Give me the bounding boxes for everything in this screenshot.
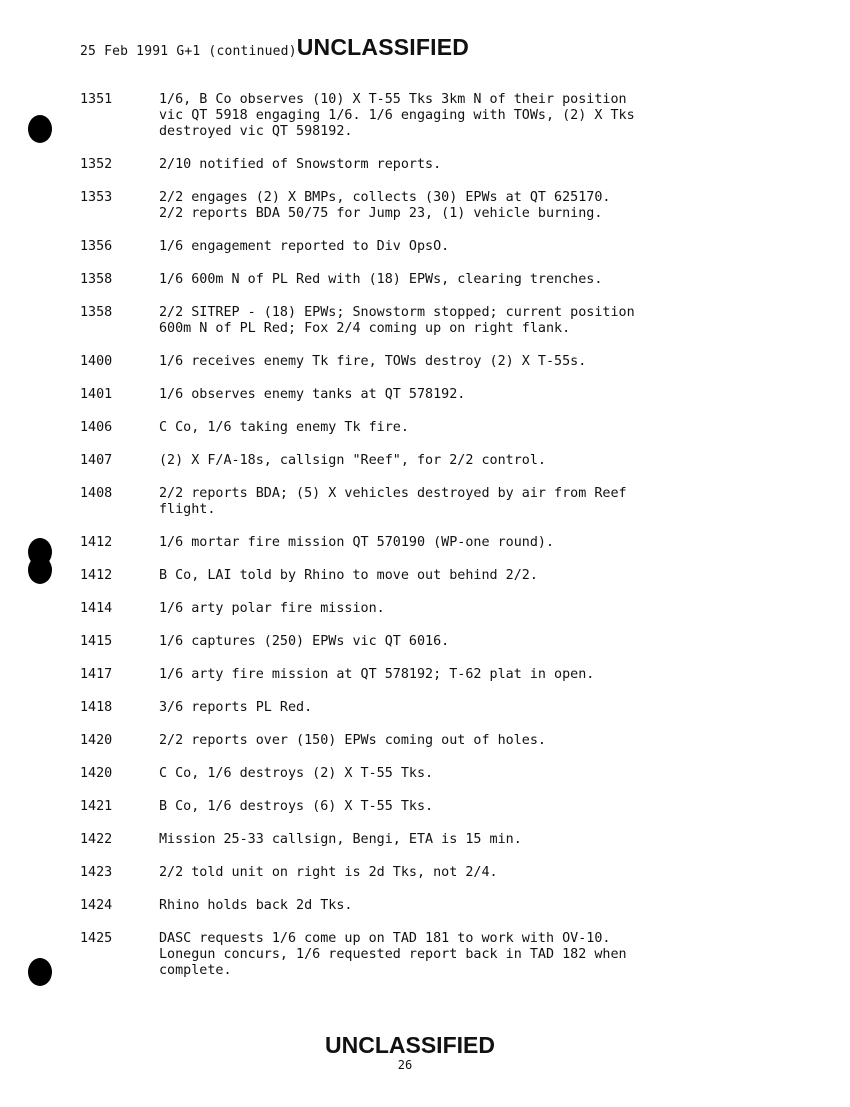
header-classification: UNCLASSIFIED xyxy=(296,34,470,60)
entry-time: 1358 xyxy=(80,305,113,320)
log-entry xyxy=(80,733,780,749)
log-entry xyxy=(80,865,780,881)
entry-time: 1417 xyxy=(80,667,113,682)
entry-text: 2/2 reports BDA; (5) X vehicles destroyed by air from Reef flight. xyxy=(159,486,627,517)
entry-text: B Co, 1/6 destroys (6) X T-55 Tks. xyxy=(159,799,434,814)
log-entry xyxy=(80,535,780,551)
entry-text: 1/6, B Co observes (10) X T-55 Tks 3km N of their position vic QT 5918 engaging 1/6. 1/6 engaging with TOWs, (2) X Tks destroyed vic QT 598192. xyxy=(159,92,635,139)
log-entry xyxy=(80,601,780,617)
entry-time: 1418 xyxy=(80,700,113,715)
log-entry xyxy=(80,634,780,650)
page-header xyxy=(80,34,469,61)
log-entry xyxy=(80,239,780,255)
entry-time: 1423 xyxy=(80,865,113,880)
entry-time: 1408 xyxy=(80,486,113,501)
footer-classification: UNCLASSIFIED xyxy=(325,1032,495,1058)
entry-text: C Co, 1/6 destroys (2) X T-55 Tks. xyxy=(159,766,434,781)
punch-hole-top xyxy=(28,115,52,143)
entry-text: 1/6 mortar fire mission QT 570190 (WP-one round). xyxy=(159,535,555,550)
log-entry xyxy=(80,387,780,403)
log-entry xyxy=(80,453,780,469)
log-entry xyxy=(80,799,780,815)
entry-text: 3/6 reports PL Red. xyxy=(159,700,313,715)
entry-time: 1407 xyxy=(80,453,113,468)
entry-text: 1/6 captures (250) EPWs vic QT 6016. xyxy=(159,634,450,649)
entry-text: 1/6 observes enemy tanks at QT 578192. xyxy=(159,387,466,402)
log-entry xyxy=(80,568,780,584)
entry-time: 1401 xyxy=(80,387,113,402)
entry-text: Rhino holds back 2d Tks. xyxy=(159,898,353,913)
entry-time: 1353 xyxy=(80,190,113,205)
entry-text: Mission 25-33 callsign, Bengi, ETA is 15 min. xyxy=(159,832,522,847)
page-number: 26 xyxy=(397,1058,413,1072)
log-entry xyxy=(80,305,780,337)
entry-time: 1422 xyxy=(80,832,113,847)
entry-time: 1412 xyxy=(80,568,113,583)
entry-time: 1414 xyxy=(80,601,113,616)
log-entry xyxy=(80,931,780,979)
entry-text: 1/6 engagement reported to Div OpsO. xyxy=(159,239,450,254)
log-entry xyxy=(80,898,780,914)
log-entries xyxy=(80,92,780,996)
entry-text: C Co, 1/6 taking enemy Tk fire. xyxy=(159,420,409,435)
entry-time: 1358 xyxy=(80,272,113,287)
entry-text: 1/6 arty polar fire mission. xyxy=(159,601,385,616)
log-entry xyxy=(80,190,780,222)
entry-time: 1425 xyxy=(80,931,113,946)
log-entry xyxy=(80,92,780,140)
entry-text: 2/2 told unit on right is 2d Tks, not 2/4. xyxy=(159,865,498,880)
log-entry xyxy=(80,486,780,518)
entry-time: 1420 xyxy=(80,766,113,781)
entry-text: 2/2 reports over (150) EPWs coming out of holes. xyxy=(159,733,546,748)
entry-time: 1351 xyxy=(80,92,113,107)
entry-time: 1352 xyxy=(80,157,113,172)
punch-hole-middle-lower xyxy=(28,556,52,584)
log-entry xyxy=(80,272,780,288)
log-entry xyxy=(80,766,780,782)
entry-time: 1356 xyxy=(80,239,113,254)
header-date-line: 25 Feb 1991 G+1 (continued) xyxy=(80,44,297,59)
entry-time: 1415 xyxy=(80,634,113,649)
entry-text: 1/6 arty fire mission at QT 578192; T-62 plat in open. xyxy=(159,667,595,682)
entry-text: B Co, LAI told by Rhino to move out behind 2/2. xyxy=(159,568,538,583)
entry-text: (2) X F/A-18s, callsign "Reef", for 2/2 control. xyxy=(159,453,546,468)
entry-time: 1421 xyxy=(80,799,113,814)
entry-time: 1412 xyxy=(80,535,113,550)
entry-time: 1400 xyxy=(80,354,113,369)
punch-hole-bottom xyxy=(28,958,52,986)
entry-time: 1420 xyxy=(80,733,113,748)
log-entry xyxy=(80,832,780,848)
log-entry xyxy=(80,157,780,173)
entry-time: 1406 xyxy=(80,420,113,435)
entry-time: 1424 xyxy=(80,898,113,913)
entry-text: 2/2 engages (2) X BMPs, collects (30) EPWs at QT 625170. 2/2 reports BDA 50/75 for Jump 23, (1) vehicle burning. xyxy=(159,190,611,221)
log-entry xyxy=(80,354,780,370)
entry-text: 2/2 SITREP - (18) EPWs; Snowstorm stopped; current position 600m N of PL Red; Fox 2/4 coming up on right flank. xyxy=(159,305,635,336)
log-entry xyxy=(80,667,780,683)
entry-text: 1/6 600m N of PL Red with (18) EPWs, clearing trenches. xyxy=(159,272,603,287)
log-entry xyxy=(80,420,780,436)
entry-text: DASC requests 1/6 come up on TAD 181 to work with OV-10. Lonegun concurs, 1/6 requested report back in TAD 182 when complete. xyxy=(159,931,627,978)
log-entry xyxy=(80,700,780,716)
entry-text: 2/10 notified of Snowstorm reports. xyxy=(159,157,442,172)
entry-text: 1/6 receives enemy Tk fire, TOWs destroy (2) X T-55s. xyxy=(159,354,587,369)
